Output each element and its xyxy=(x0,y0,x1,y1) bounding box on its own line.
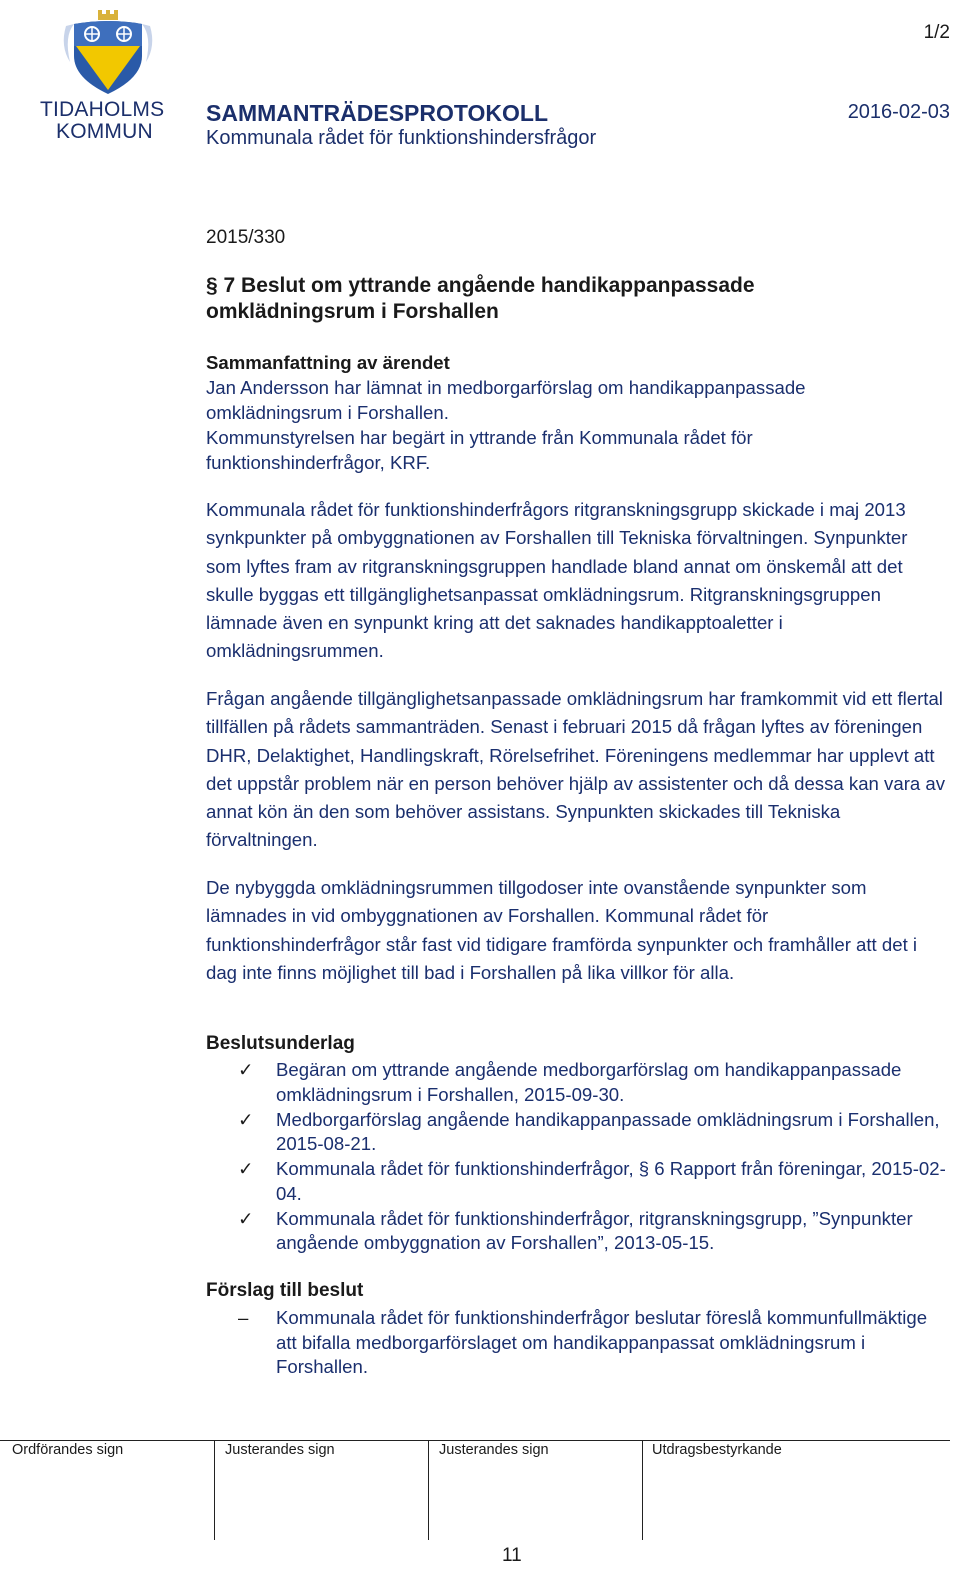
footer-column-divider xyxy=(428,1440,429,1540)
list-item-text: Kommunala rådet för funktionshinderfrågor, § 6 Rapport från föreningar, 2015-02-04. xyxy=(276,1158,946,1204)
check-icon: ✓ xyxy=(238,1158,254,1179)
summary-section xyxy=(206,350,946,475)
footer-label: Justerandes sign xyxy=(225,1442,335,1458)
check-icon: ✓ xyxy=(238,1059,254,1080)
folio-number: 11 xyxy=(502,1545,522,1566)
list-item-text: Kommunala rådet för funktionshinderfrågor beslutar föreslå kommunfullmäktige att bifalla medborgarförslaget om handikappanpassat omklädningsrum i Forshallen. xyxy=(276,1307,928,1377)
list-item xyxy=(206,1157,946,1206)
paragraph: De nybyggda omklädningsrummen tillgodoser inte ovanstående synpunkter som lämnades in vid ombyggnationen av Forshallen. Kommunal rådet för funktionshinderfrågor står fast vid tidigare framförda synpunkter och framhåller att det i dag inte finns möjlighet till bad i Forshallen på lika villkor för alla. xyxy=(206,877,918,983)
footer-divider xyxy=(0,1440,950,1441)
signature-footer xyxy=(0,1440,950,1540)
summary-line: funktionshinderfrågor, KRF. xyxy=(206,452,431,473)
logo-line2: KOMMUN xyxy=(56,120,153,143)
summary-line: omklädningsrum i Forshallen. xyxy=(206,402,449,423)
heading-line2: omklädningsrum i Forshallen xyxy=(206,300,499,323)
footer-label: Ordförandes sign xyxy=(12,1442,124,1458)
heading-line1: 7 Beslut om yttrande angående handikappanpassade xyxy=(217,274,755,297)
list-item-text: Kommunala rådet för funktionshinderfrågor, ritgranskningsgrupp, ”Synpunkter angående ombyggnation av Forshallen”, 2013-05-15. xyxy=(276,1207,913,1253)
list-item xyxy=(206,1207,946,1256)
document-date: 2016-02-03 xyxy=(847,101,950,123)
coat-of-arms-icon xyxy=(44,6,172,98)
document-title: SAMMANTRÄDESPROTOKOLL xyxy=(206,100,549,126)
list-item xyxy=(206,1058,946,1107)
item-heading xyxy=(206,273,906,325)
list-item-text: Begäran om yttrande angående medborgarförslag om handikappanpassade omklädningsrum i Forshallen, 2015-09-30. xyxy=(276,1059,902,1105)
summary-line: Kommunstyrelsen har begärt in yttrande från Kommunala rådet för xyxy=(206,427,753,448)
summary-heading: Sammanfattning av ärendet xyxy=(206,352,450,373)
paragraph: Kommunala rådet för funktionshinderfrågors ritgranskningsgrupp skickade i maj 2013 synkpunkter på ombyggnationen av Forshallen till Tekniska förvaltningen. Synpunkter som lyftes fram av ritgranskningsgruppen handlade bland annat om önskemål att det skulle byggas ett tillgänglighetsanpassat omklädningsrum. Ritgranskningsgruppen lämnade även en synpunkt kring att det saknades handikapptoaletter i omklädningsrummen. xyxy=(206,499,908,662)
footer-label: Utdragsbestyrkande xyxy=(652,1442,782,1458)
list-item-text: Medborgarförslag angående handikappanpassade omklädningsrum i Forshallen, 2015-08-21. xyxy=(276,1108,940,1154)
check-icon: ✓ xyxy=(238,1207,254,1229)
page-number: 1/2 xyxy=(923,22,950,43)
document-subtitle: Kommunala rådet för funktionshindersfrågor xyxy=(206,127,597,149)
footer-label: Justerandes sign xyxy=(439,1442,549,1458)
summary-line: Jan Andersson har lämnat in medborgarförslag om handikappanpassade xyxy=(206,377,806,398)
dash-icon: – xyxy=(238,1307,249,1328)
footer-column-divider xyxy=(642,1440,643,1540)
case-number: 2015/330 xyxy=(206,227,286,248)
logo-line1: TIDAHOLMS xyxy=(40,98,165,121)
list-item xyxy=(206,1108,946,1157)
section-sign: § xyxy=(206,274,218,297)
list-item xyxy=(206,1306,946,1380)
forslag-list xyxy=(206,1306,946,1380)
beslutsunderlag-list xyxy=(206,1058,946,1256)
logo-text xyxy=(40,99,164,143)
paragraph: Frågan angående tillgänglighetsanpassade omklädningsrum har framkommit vid ett flertal tillfällen på rådets sammanträden. Senast i februari 2015 då frågan lyftes av föreningen DHR, Delaktighet, Handlingskraft, Rörelsefrihet. Föreningens medlemmar har upplevt att det uppstår problem när en person behöver hjälp av assistenter och då dessa kan vara av annat kön än den som behöver assistans. Synpunkten skickades till Tekniska förvaltningen. xyxy=(206,688,946,851)
check-icon: ✓ xyxy=(238,1108,254,1130)
footer-column-divider xyxy=(214,1440,215,1540)
forslag-heading: Förslag till beslut xyxy=(206,1280,364,1301)
beslutsunderlag-heading: Beslutsunderlag xyxy=(206,1033,355,1054)
